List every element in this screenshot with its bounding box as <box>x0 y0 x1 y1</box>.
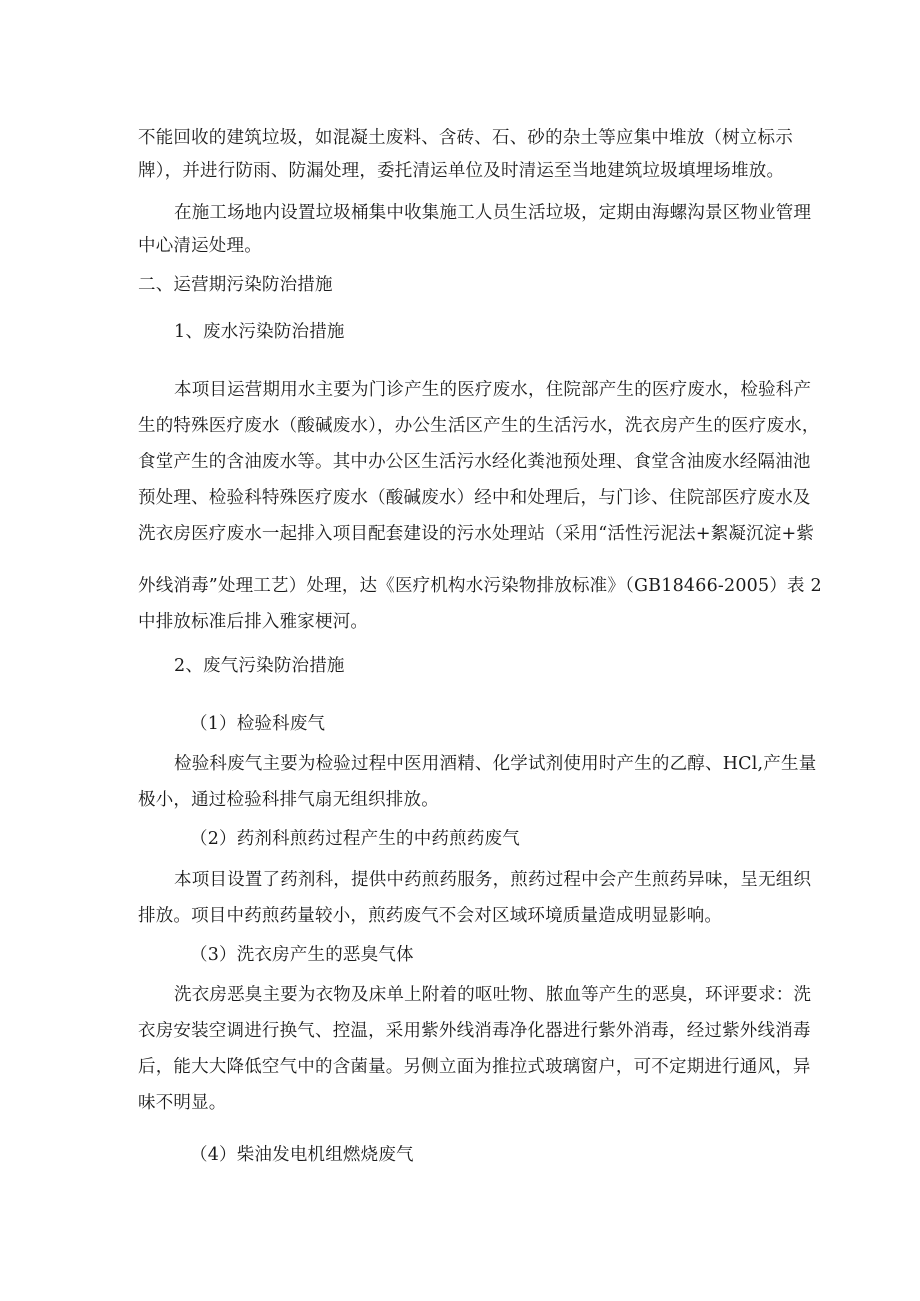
subsection-title-wastewater: 1、废水污染防治措施 <box>174 322 345 342</box>
item4-title: （4）柴油发电机组燃烧废气 <box>190 1145 414 1165</box>
item3-title: （3）洗衣房产生的恶臭气体 <box>190 945 414 965</box>
para5-line2: 排放。项目中药煎药量较小，煎药废气不会对区域环境质量造成明显影响。 <box>138 906 723 926</box>
para1-line2: 牌），并进行防雨、防漏处理，委托清运单位及时清运至当地建筑垃圾填埋场堆放。 <box>138 161 785 181</box>
para6-line4: 味不明显。 <box>138 1093 227 1113</box>
para6-line1: 洗衣房恶臭主要为衣物及床单上附着的呕吐物、脓血等产生的恶臭，环评要求：洗 <box>174 985 812 1005</box>
para4-line1: 检验科废气主要为检验过程中医用酒精、化学试剂使用时产生的乙醇、HCl,产生量 <box>174 754 817 774</box>
section-title: 二、运营期污染防治措施 <box>138 275 333 295</box>
para5-line1: 本项目设置了药剂科，提供中药煎药服务，煎药过程中会产生煎药异味，呈无组织 <box>174 870 812 890</box>
subsection-title-exhaust: 2、废气污染防治措施 <box>174 656 345 676</box>
para6-line3: 后，能大大降低空气中的含菌量。另侧立面为推拉式玻璃窗户，可不定期进行通风，异 <box>138 1057 811 1077</box>
para2-line2: 中心清运处理。 <box>138 236 262 256</box>
para3-line3: 食堂产生的含油废水等。其中办公区生活污水经化粪池预处理、食堂含油废水经隔油池 <box>138 452 811 472</box>
para6-line2: 衣房安装空调进行换气、控温，采用紫外线消毒净化器进行紫外消毒，经过紫外线消毒 <box>138 1021 811 1041</box>
para3-line6: 外线消毒”处理工艺）处理，达《医疗机构水污染物排放标准》（GB18466-2005）表 2 <box>138 576 822 596</box>
para2-line1: 在施工场地内设置垃圾桶集中收集施工人员生活垃圾，定期由海螺沟景区物业管理 <box>174 203 812 223</box>
para3-line5: 洗衣房医疗废水一起排入项目配套建设的污水处理站（采用“活性污泥法+絮凝沉淀+紫 <box>138 524 815 544</box>
item1-title: （1）检验科废气 <box>190 714 326 734</box>
para3-line1: 本项目运营期用水主要为门诊产生的医疗废水，住院部产生的医疗废水，检验科产 <box>174 380 812 400</box>
para1-line1: 不能回收的建筑垃圾，如混凝土废料、含砖、石、砂的杂土等应集中堆放（树立标示 <box>138 128 793 148</box>
para3-line7: 中排放标准后排入雅家梗河。 <box>138 612 369 632</box>
item2-title: （2）药剂科煎药过程产生的中药煎药废气 <box>190 829 520 849</box>
para4-line2: 极小，通过检验科排气扇无组织排放。 <box>138 790 439 810</box>
para3-line2: 生的特殊医疗废水（酸碱废水），办公生活区产生的生活污水，洗衣房产生的医疗废水， <box>138 416 820 436</box>
para3-line4: 预处理、检验科特殊医疗废水（酸碱废水）经中和处理后，与门诊、住院部医疗废水及 <box>138 488 811 508</box>
